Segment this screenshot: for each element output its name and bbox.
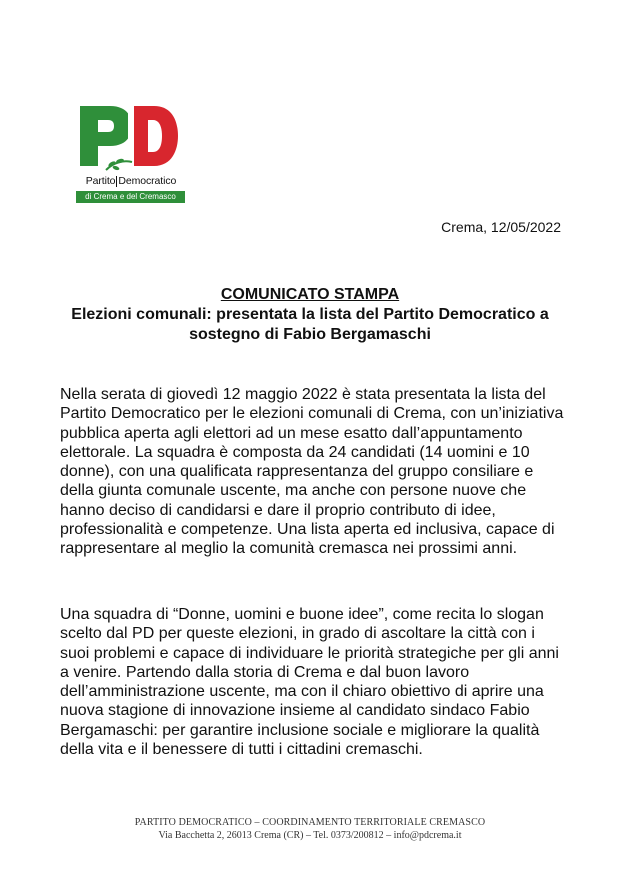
footer (0, 816, 620, 842)
logo-subtitle: di Crema e del Cremasco (76, 191, 185, 203)
logo-party-left: Partito (85, 175, 116, 187)
dateline: Crema, 12/05/2022 (441, 219, 561, 235)
logo-party-name (76, 174, 186, 188)
press-release-title: Elezioni comunali: presentata la lista del Partito Democratico a sostegno di Fabio Bergamaschi (71, 306, 549, 343)
pd-logo-mark-icon (76, 104, 186, 174)
press-release-label: COMUNICATO STAMPA (220, 286, 400, 303)
pd-logo (76, 104, 186, 204)
paragraph-2: Una squadra di “Donne, uomini e buone idee”, come recita lo slogan scelto dal PD per queste elezioni, in grado di ascoltare la città con i suoi problemi e capace di individuare le priorità strategiche per gli anni a venire. Partendo dalla storia di Crema e dal buon lavoro dell’amministrazione uscente, ma con il chiaro obiettivo di aprire una nuova stagione di innovazione insieme al candidato sindaco Fabio Bergamaschi: per garantire inclusione sociale e migliorare la qualità della vita e il benessere di tutti i cittadini cremaschi. (60, 606, 559, 759)
heading (40, 286, 580, 345)
footer-organization: PARTITO DEMOCRATICO – COORDINAMENTO TERRITORIALE CREMASCO (134, 817, 486, 828)
logo-party-right: Democratico (118, 175, 177, 187)
paragraph-1: Nella serata di giovedì 12 maggio 2022 è stata presentata la lista del Partito Democratico per le elezioni comunali di Crema, con un’iniziativa pubblica aperta agli elettori ad un mese esatto dall’appuntamento elettorale. La squadra è composta da 24 candidati (14 uomini e 10 donne), con una qualificata rappresentanza del gruppo consiliare e della giunta comunale uscente, ma anche con persone nuove che hanno deciso di candidarsi e dare il proprio contributo di idee, professionalità e competenze. Una lista aperta ed inclusiva, capace di rappresentare al meglio la comunità cremasca nei prossimi anni. (60, 386, 564, 558)
footer-contacts: Via Bacchetta 2, 26013 Crema (CR) – Tel. 0373/200812 – info@pdcrema.it (158, 830, 462, 841)
logo-separator (116, 176, 117, 187)
